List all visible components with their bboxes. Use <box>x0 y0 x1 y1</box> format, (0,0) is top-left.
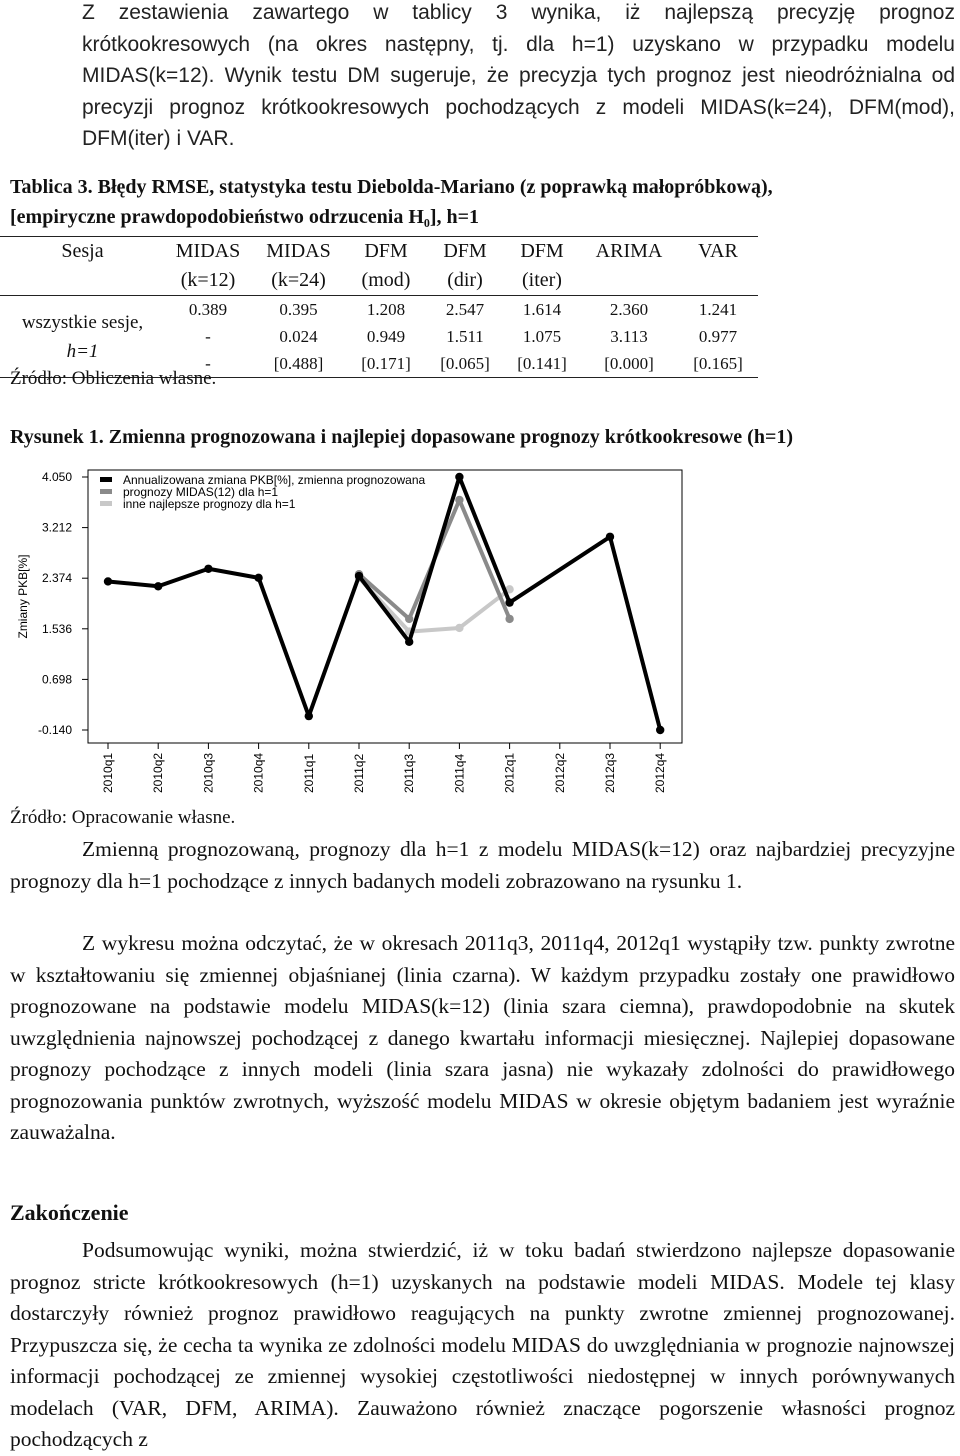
intro-paragraph <box>10 0 955 155</box>
y-tick-label: 4.050 <box>41 470 72 484</box>
table-cell: - <box>205 327 211 346</box>
data-point <box>455 496 463 504</box>
gdp-forecast-chart <box>0 460 700 805</box>
y-tick-label: 3.212 <box>41 520 72 535</box>
table-cell: 1.075 <box>522 327 562 346</box>
table-cell: [0.065] <box>440 354 490 373</box>
header-arima: ARIMA <box>595 240 663 262</box>
intro-line: precyzji prognoz krótkookresowych pochodzących z modeli MIDAS(k=24), DFM(mod), <box>82 95 955 119</box>
x-tick-label: 2011q2 <box>352 753 366 793</box>
chart-legend <box>100 473 426 511</box>
table-cell: 1.241 <box>698 300 738 319</box>
table-cell: 0.395 <box>279 300 318 319</box>
table-row <box>0 296 758 324</box>
intro-line: MIDAS(k=12). Wynik testu DM sugeruje, że precyzja tych prognoz jest nieodróżnialna od <box>82 64 955 87</box>
table-cell: [0.171] <box>361 354 411 373</box>
x-tick-label: 2012q4 <box>653 752 668 793</box>
legend-swatch <box>100 501 112 506</box>
figure-source: Źródło: Opracowanie własne. <box>10 807 236 828</box>
legend-label: prognozy MIDAS(12) dla h=1 <box>123 485 279 499</box>
data-point <box>455 473 463 481</box>
legend-swatch <box>100 477 112 482</box>
figure-caption: Rysunek 1. Zmienna prognozowana i najlepiej dopasowane prognozy krótkookresowe (h=1) <box>10 426 793 448</box>
legend-label: Annualizowana zmiana PKB[%], zmienna prognozowana <box>123 473 426 487</box>
data-point <box>505 598 513 606</box>
data-point <box>405 615 413 623</box>
legend-swatch <box>100 489 112 494</box>
table-cell: [0.141] <box>517 354 567 373</box>
table-cell: 3.113 <box>610 327 648 346</box>
table-cell: [0.488] <box>273 354 324 373</box>
y-axis-label: Zmiany PKB[%] <box>16 554 30 639</box>
data-point <box>204 565 212 573</box>
header-midas-24: MIDAS (k=24) <box>266 240 331 291</box>
table-caption-line: Tablica 3. Błędy RMSE, statystyka testu Diebolda-Mariano (z poprawką małopróbkową), <box>10 176 773 198</box>
paragraph: Z wykresu można odczytać, że w okresach 2011q3, 2011q4, 2012q1 wystąpiły tzw. punkty zwrotne w kształtowaniu się zmiennej objaśnianej (linia czarna). W każdym przypadku zostały one prawidłowo prognozowane na podstawie modelu MIDAS(k=12) (linia szara ciemna), prawdopodobnie na skutek uwzględnienia najnowszej pochodzącej z danego kwartału informacji miesięcznej. Najlepiej dopasowane prognozy pochodzące z innych modeli (linia szara jasna) nie wykazały zdolności do prawidłowego prognozowania punktów zwrotnych, wyższość modelu MIDAS w okresie objętym badaniem jest wyraźnie zauważalna. <box>10 931 955 1144</box>
section-heading: Zakończenie <box>10 1200 129 1225</box>
table-cell: 1.614 <box>522 300 562 319</box>
table-source: Źródło: Obliczenia własne. <box>10 368 217 389</box>
data-point <box>405 638 413 646</box>
data-point <box>104 577 112 585</box>
x-tick-label: 2010q2 <box>151 752 166 793</box>
x-tick-label: 2011q3 <box>402 753 417 793</box>
data-point <box>355 572 363 580</box>
table-cell: 0.389 <box>188 300 228 319</box>
table-header-row <box>0 237 758 296</box>
table-cell: 1.208 <box>366 300 406 319</box>
x-tick-label: 2012q3 <box>603 752 617 793</box>
intro-line: krótkookresowych (na okres następny, tj. dla h=1) uzyskano w przypadku modelu <box>82 32 955 56</box>
table-cell: 0.977 <box>698 327 738 346</box>
table-cell: 0.024 <box>279 327 318 346</box>
header-var: VAR <box>698 240 738 262</box>
table-cell: - <box>205 354 211 373</box>
data-point <box>154 582 162 590</box>
x-tick-label: 2012q1 <box>502 752 517 793</box>
x-tick-label: 2011q1 <box>301 753 316 793</box>
table-cell: 2.547 <box>445 300 485 319</box>
x-tick-label: 2010q1 <box>101 752 115 793</box>
x-tick-label: 2012q2 <box>552 752 567 793</box>
header-session: Sesja <box>61 240 104 262</box>
table-caption-line: [empiryczne prawdopodobieństwo odrzucenia H₀], h=1 <box>10 206 480 228</box>
header-dfm-dir: DFM (dir) <box>443 240 487 291</box>
data-point <box>505 615 513 623</box>
chart-series-group <box>104 473 665 734</box>
x-tick-label: 2011q4 <box>452 753 467 793</box>
chart-axes <box>16 470 682 793</box>
y-tick-label: 0.698 <box>41 672 72 687</box>
table-cell: 1.511 <box>446 327 484 346</box>
x-tick-label: 2010q3 <box>201 752 216 793</box>
table-cell: 2.360 <box>609 300 649 319</box>
data-point <box>455 624 463 632</box>
table-cell: [0.000] <box>604 354 654 373</box>
header-midas-12: MIDAS (k=12) <box>175 240 241 291</box>
y-tick-label: -0.140 <box>37 723 72 737</box>
session-label: wszystkie sesje, h=1 <box>21 311 144 362</box>
data-point <box>606 533 614 541</box>
header-dfm-iter: DFM (iter) <box>520 240 564 291</box>
intro-line: DFM(iter) i VAR. <box>82 127 235 150</box>
table-caption <box>10 172 955 232</box>
x-tick-label: 2010q4 <box>251 752 266 793</box>
rmse-table <box>0 236 758 378</box>
paragraph: Podsumowując wyniki, można stwierdzić, iż w toku badań stwierdzono najlepsze dopasowanie prognoz stricte krótkookresowych (h=1) uzyskanych na podstawie modeli MIDAS. Modele tej klasy dostarczyły również prognoz prawidłowo reagujących na punkty zwrotne zmiennej prognozowanej. Przypuszcza się, że cecha ta wynika ze zdolności modelu MIDAS do uwzględniania w prognozie najnowszej informacji pochodzącej ze zmiennej wysokiej częstotliwości niedostępnej w innych porównywanych modelach (VAR, DFM, ARIMA). Zauważono również znaczące pogorszenie własności prognoz pochodzących z <box>10 1238 955 1451</box>
y-tick-label: 1.536 <box>41 621 72 636</box>
legend-label: inne najlepsze prognozy dla h=1 <box>123 497 296 511</box>
table-cell: [0.165] <box>693 354 743 373</box>
data-point <box>254 574 262 582</box>
data-point <box>656 726 664 734</box>
table-cell: 0.949 <box>366 327 406 346</box>
y-tick-label: 2.374 <box>41 571 72 586</box>
data-point <box>305 712 313 720</box>
intro-line: Z zestawienia zawartego w tablicy 3 wynika, iż najlepszą precyzję prognoz <box>82 1 955 24</box>
paragraph: Zmienną prognozowaną, prognozy dla h=1 z modelu MIDAS(k=12) oraz najbardziej precyzyjne prognozy dla h=1 pochodzące z innych badanych modeli zobrazowano na rysunku 1. <box>10 837 955 893</box>
header-dfm-mod: DFM (mod) <box>361 240 411 291</box>
